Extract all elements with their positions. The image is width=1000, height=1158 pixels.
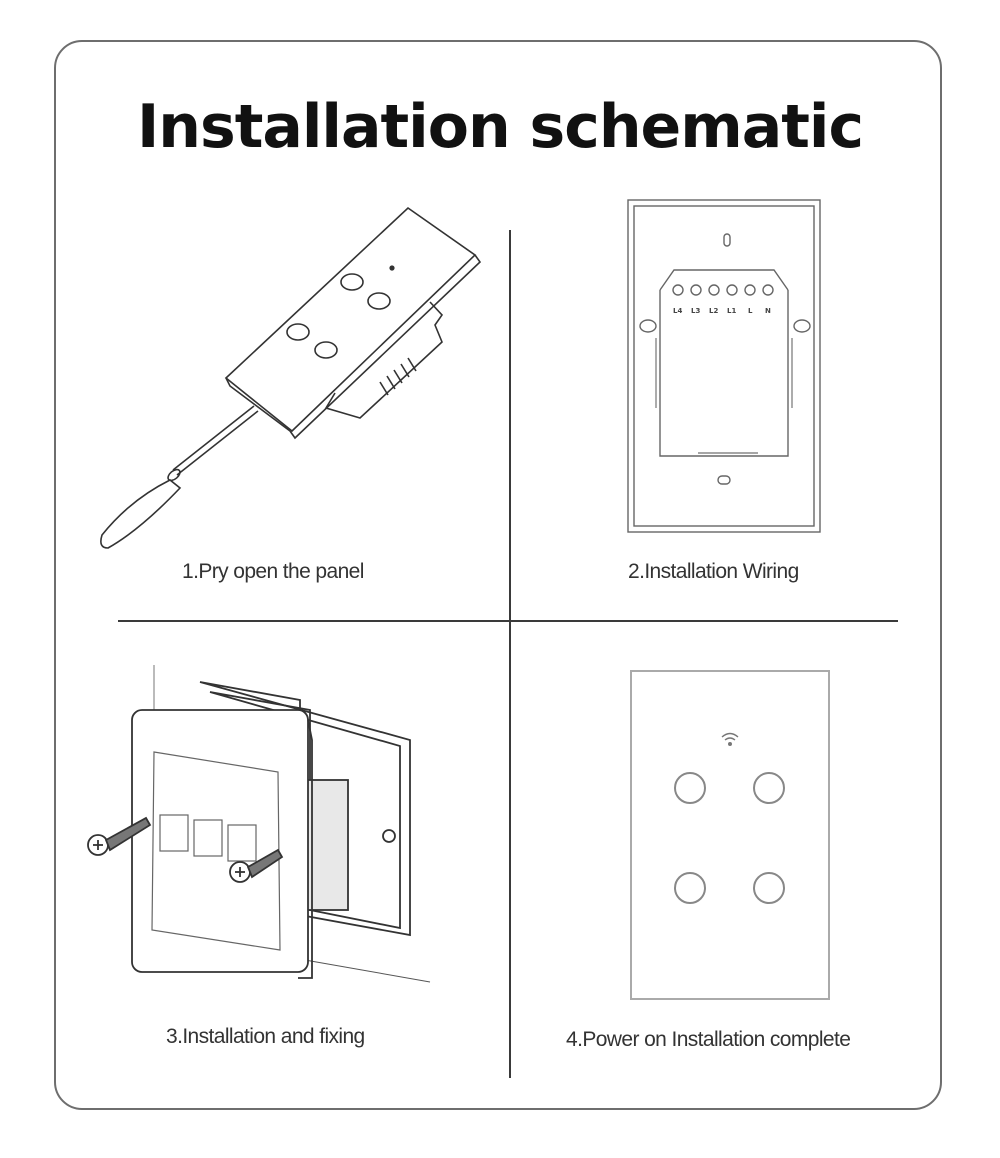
svg-text:L: L — [748, 307, 753, 315]
vertical-divider — [509, 230, 511, 1078]
page-title: Installation schematic — [136, 92, 864, 162]
svg-text:L2: L2 — [709, 307, 719, 315]
wiring-illustration — [626, 198, 822, 534]
svg-text:L1: L1 — [727, 307, 737, 315]
fixing-illustration — [70, 660, 440, 1000]
step-3-caption: 3.Installation and fixing — [166, 1025, 365, 1048]
wifi-icon — [722, 734, 738, 746]
switch-front-illustration — [630, 670, 830, 1000]
svg-text:N: N — [765, 307, 771, 315]
svg-text:L4: L4 — [673, 307, 683, 315]
step-4-caption: 4.Power on Installation complete — [566, 1028, 851, 1051]
svg-text:L3: L3 — [691, 307, 701, 315]
horizontal-divider — [118, 620, 898, 622]
pry-panel-illustration — [90, 200, 490, 560]
step-1-caption: 1.Pry open the panel — [182, 560, 364, 583]
step-2-caption: 2.Installation Wiring — [628, 560, 799, 583]
